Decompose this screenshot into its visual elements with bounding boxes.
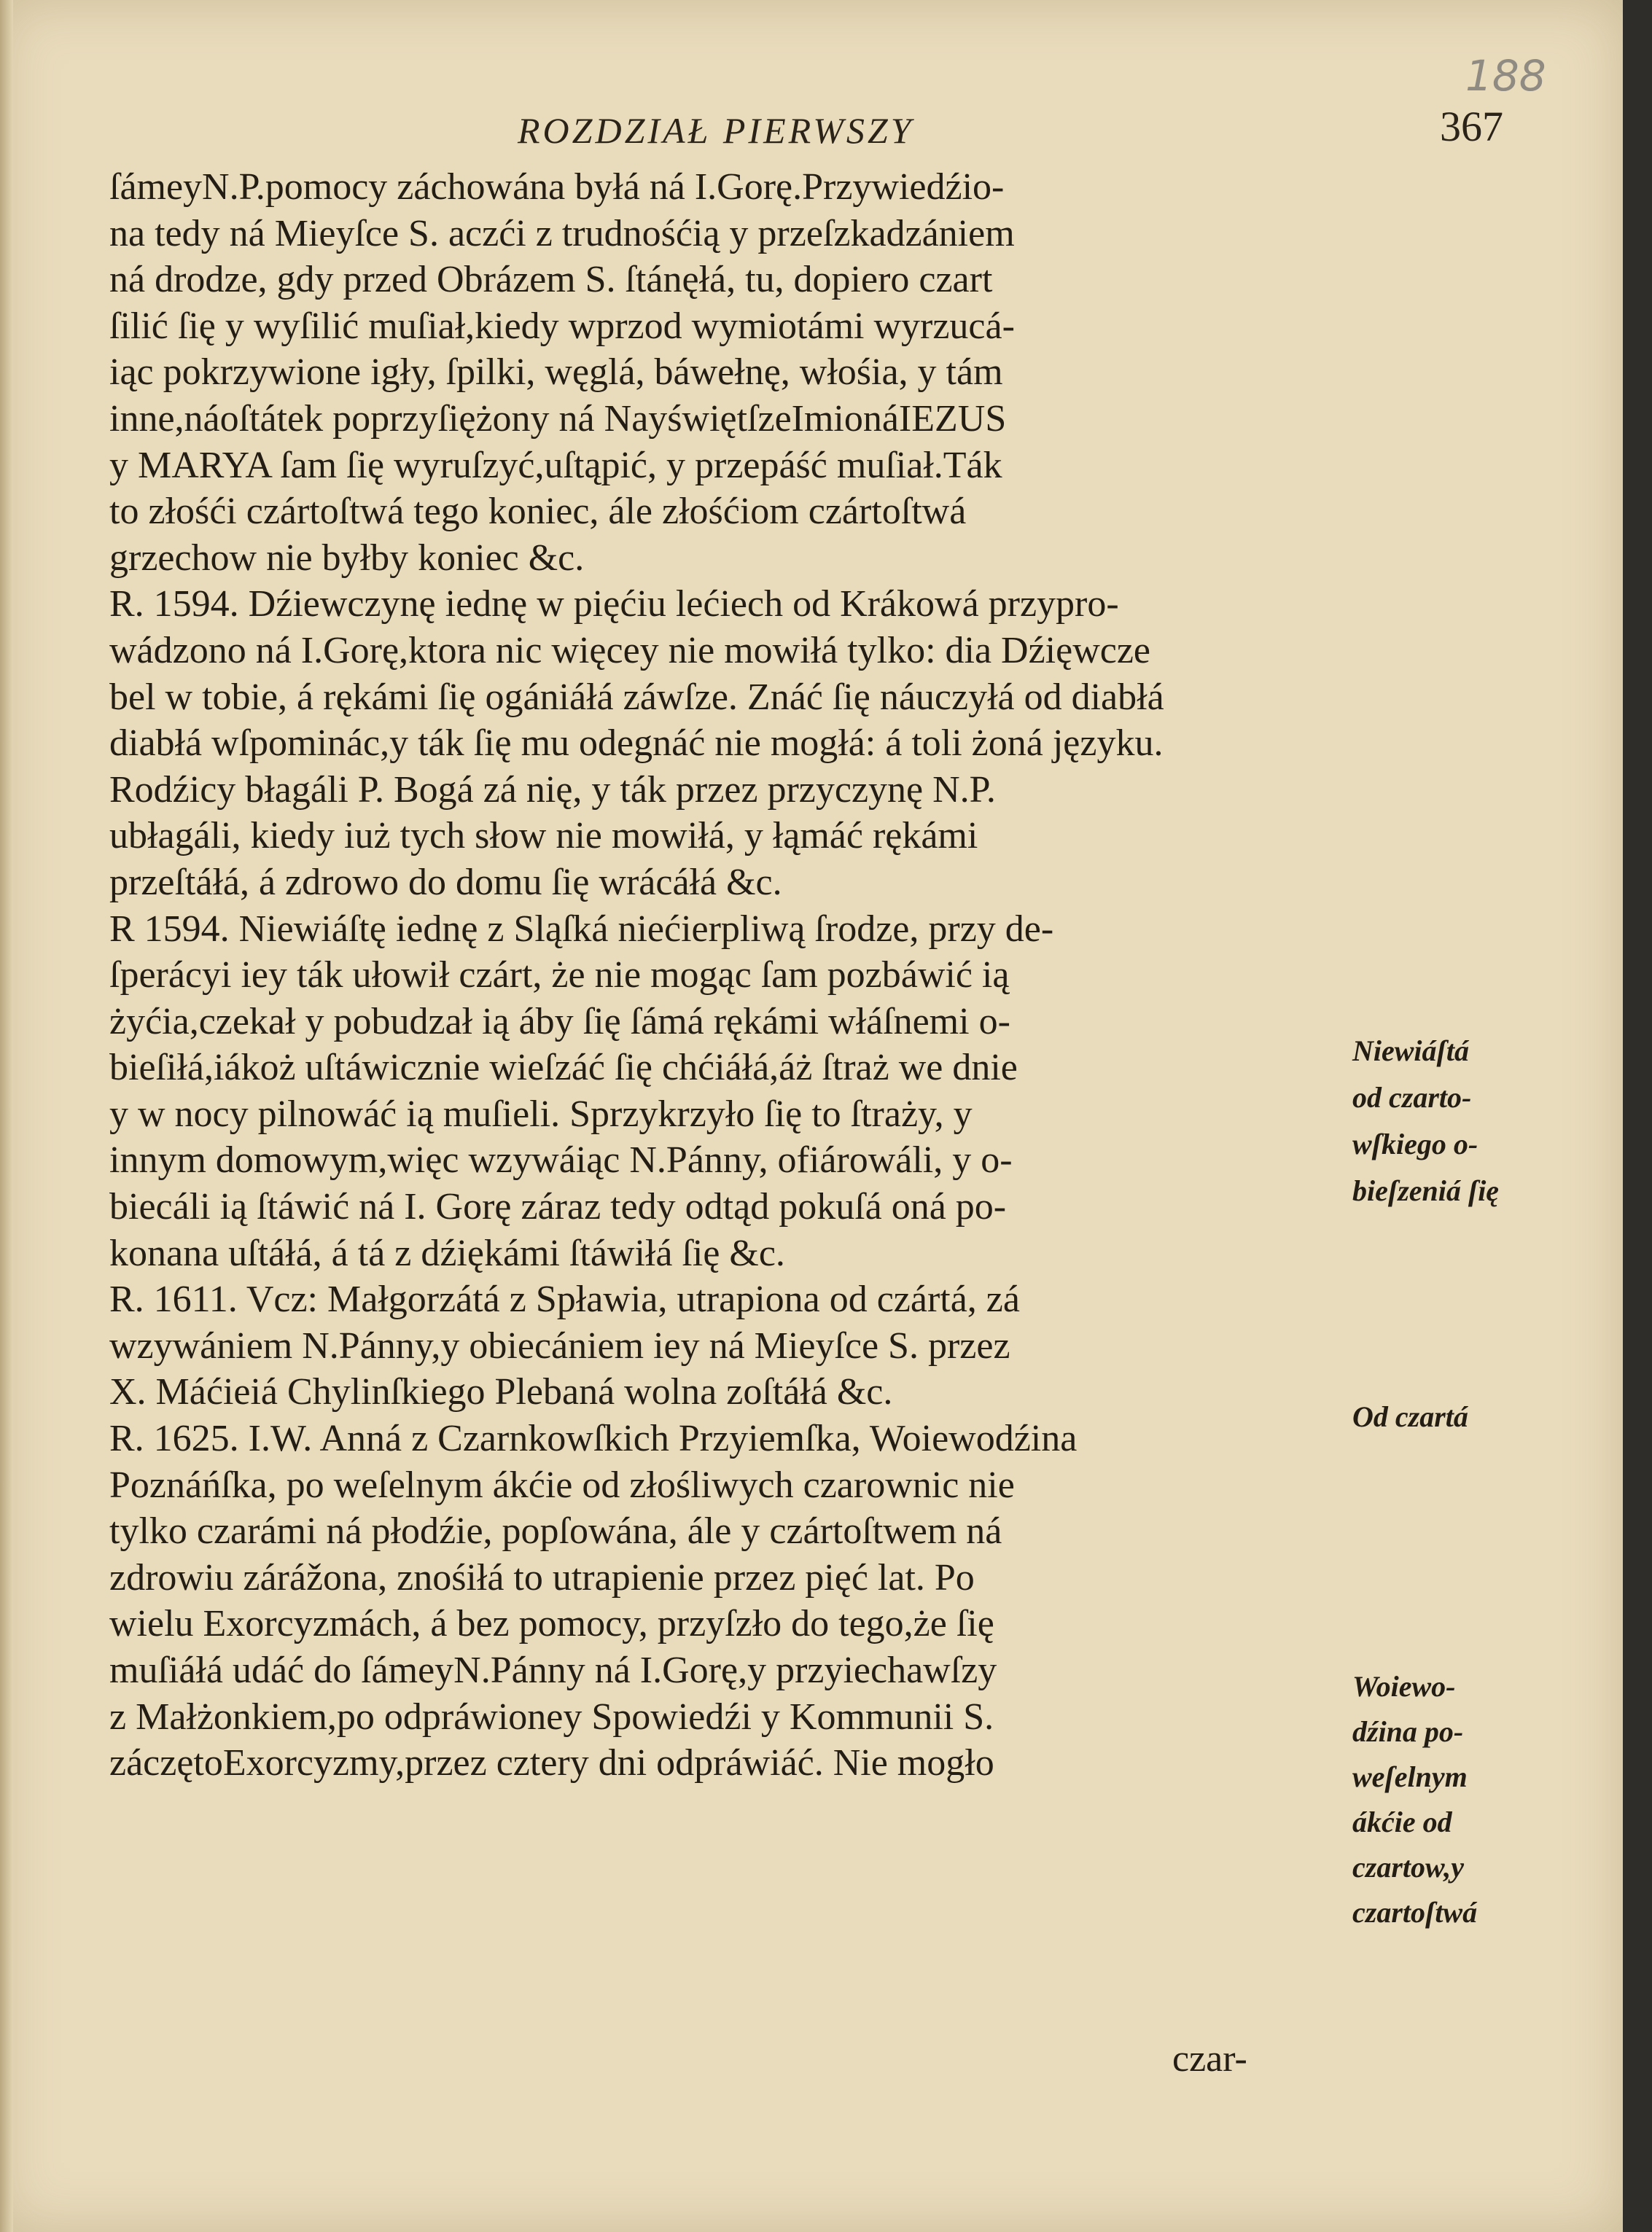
text-line: tylko czarámi ná płodźie, popſowána, ále y czártoſtwem ná [109,1510,1002,1553]
text-line: záczętoExorcyzmy,przez cztery dni odpráwiáć. Nie mogło [109,1742,994,1784]
text-line: z Małżonkiem,po odpráwioney Spowiedźi y Kommunii S. [109,1696,994,1738]
text-line: zdrowiu zárážona, znośiłá to utrapienie przez pięć lat. Po [109,1556,975,1599]
text-line: ubłagáli, kiedy iuż tych słow nie mowiłá, y łąmáć rękámi [109,815,978,857]
text-line: to złośći czártoſtwá tego koniec, ále złośćiom czártoſtwá [109,491,967,533]
text-line: ſámeyN.P.pomocy záchowána byłá ná I.Gorę.Przywiedźio- [109,166,1005,208]
text-line: wádzono ná I.Gorę,ktora nic więcey nie mowiłá tylko: dia Dźięwcze [109,629,1150,671]
text-line: X. Máćieiá Chylinſkiego Plebaná wolna zoſtáłá &c. [109,1371,893,1413]
margin-note: bieſzeniá ſię [1352,1174,1500,1207]
text-line: żyćia,czekał y pobudzał ią áby ſię ſámá rękámi włáſnemi o- [109,1000,1010,1042]
text-line: wzywániem N.Pánny,y obiecániem iey ná Mieyſce S. przez [109,1324,1010,1367]
page-gutter [0,0,13,2232]
margin-note: czartoſtwá [1352,1896,1478,1929]
text-line: Rodźicy błagáli P. Bogá zá nię, y ták przez przyczynę N.P. [109,768,996,811]
margin-note: weſelnym [1352,1760,1468,1793]
text-line: bieſiłá,iákoż uſtáwicznie wieſzáć ſię chćiáłá,áż ſtraż we dnie [109,1047,1018,1089]
text-line: diabłá wſpominác,y ták ſię mu odegnáć nie mogłá: á toli żoná języku. [109,722,1164,765]
text-line: y w nocy pilnowáć ią muſieli. Sprzykrzyło ſię to ſtraży, y [109,1093,973,1135]
text-line: przeſtáłá, á zdrowo do domu ſię wrácáłá &c. [109,861,782,903]
text-line: grzechow nie byłby koniec &c. [109,536,585,579]
text-line: wielu Exorcyzmách, á bez pomocy, przyſzło do tego,że ſię [109,1603,994,1645]
text-line: R. 1625. I.W. Anná z Czarnkowſkich Przyiemſka, Woiewodźina [109,1418,1078,1460]
book-edge [1623,0,1652,2232]
text-line: inne,náoſtátek poprzyſiężony ná NayświętſzeImionáIEZUS [109,397,1007,440]
text-line: ná drodze, gdy przed Obrázem S. ſtánęłá, tu, dopiero czart [109,259,993,301]
text-line: innym domowym,więc wzywáiąc N.Pánny, ofiárowáli, y o- [109,1139,1013,1182]
text-line: biecáli ią ſtáwić ná I. Gorę záraz tedy odtąd pokuſá oná po- [109,1186,1007,1228]
text-line: R. 1611. Vcz: Małgorzátá z Spławia, utrapiona od czártá, zá [109,1279,1020,1321]
text-line: bel w tobie, á rękámi ſię ogániáłá záwſze. Znáć ſię náuczyłá od diabłá [109,676,1164,718]
margin-note: wſkiego o- [1352,1128,1478,1160]
text-line: Poznáńſka, po weſelnym ákćie od złośliwych czarownic nie [109,1464,1015,1506]
text-line: R. 1594. Dźiewczynę iednę w pięćiu lećiech od Krákowá przypro- [109,583,1119,625]
text-line: R 1594. Niewiáſtę iednę z Sląſká niećierpliwą ſrodze, przy de- [109,908,1054,950]
folio-pencil-note: 188 [1465,51,1546,101]
text-line: muſiáłá udáć do ſámeyN.Pánny ná I.Gorę,y przyiechawſzy [109,1650,997,1691]
text-line: na tedy ná Mieyſce S. aczći z trudnośćią y przeſzkadzániem [109,212,1015,254]
text-line: ſperácyi iey ták ułowił czárt, że nie mogąc ſam pozbáwić ią [109,954,1010,996]
body-text [109,164,1371,1787]
margin-note: dźina po- [1352,1715,1464,1748]
margin-note: od czarto- [1352,1081,1472,1114]
margin-note: Od czartá [1352,1400,1468,1433]
page-number: 367 [1440,103,1503,150]
running-head: ROZDZIAŁ PIERWSZY [518,110,914,151]
margin-note: czartow,y [1352,1851,1464,1884]
margin-note: Woiewo- [1352,1670,1456,1703]
margin-note: ákćie od [1352,1806,1452,1838]
text-line: konana uſtáłá, á tá z dźiękámi ſtáwiłá ſię &c. [109,1232,785,1274]
text-line: y MARYA ſam ſię wyruſzyć,uſtąpić, y przepáść muſiał.Ták [109,444,1002,486]
text-line: iąc pokrzywione igły, ſpilki, węglá, báwełnę, włośia, y tám [109,351,1003,394]
margin-note: Niewiáſtá [1352,1034,1469,1067]
text-line: ſilić ſię y wyſilić muſiał,kiedy wprzod wymiotámi wyrzucá- [109,305,1015,347]
catchword: czar- [1172,2038,1247,2080]
